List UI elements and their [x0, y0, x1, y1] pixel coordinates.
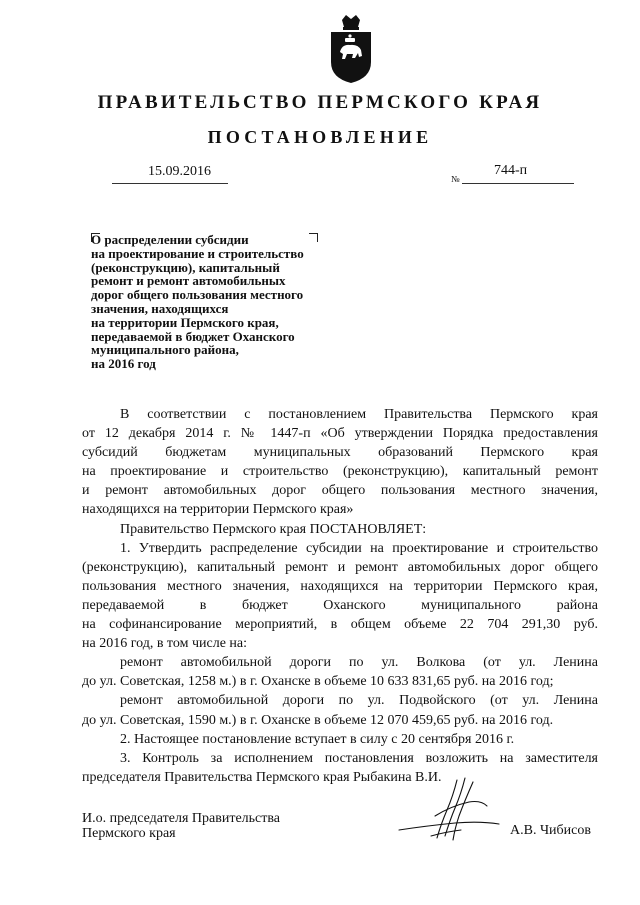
road-item-volkova	[82, 653, 598, 691]
document-subject	[91, 233, 361, 371]
subject-line: муниципального района,	[91, 342, 239, 358]
subject-line: на проектирование и строительство	[91, 245, 304, 261]
body-line: до ул. Советская, 1590 м.) в г. Оханске в объеме 12 070 459,65 руб. на 2016 год.	[82, 712, 554, 728]
coat-of-arms-icon	[328, 14, 374, 84]
subject-line: передаваемой в бюджет Оханского	[91, 328, 295, 344]
body-line: (реконструкцию), капитальный ремонт и ремонт автомобильных дорог общего	[82, 559, 598, 575]
body-line: передаваемой в бюджет Оханского муниципального района	[82, 597, 598, 613]
document-type-title: ПОСТАНОВЛЕНИЕ	[207, 127, 433, 147]
signatory-role	[82, 811, 280, 841]
body-line: председателя Правительства Пермского края Рыбакина В.И.	[82, 769, 442, 785]
item-1	[82, 539, 598, 654]
resolves-line: Правительство Пермского края ПОСТАНОВЛЯЕТ:	[120, 521, 427, 537]
body-line: субсидий бюджетам муниципальных образований Пермского края	[82, 445, 598, 461]
body-line: 1. Утвердить распределение субсидии на проектирование и строительство	[120, 540, 598, 556]
signatory-role-line: И.о. председателя Правительства	[82, 811, 281, 826]
preamble	[82, 405, 598, 520]
signatory-name: А.В. Чибисов	[510, 823, 591, 838]
date-underline	[112, 183, 228, 184]
body-line: 3. Контроль за исполнением постановления возложить на заместителя	[120, 750, 598, 766]
number-underline	[462, 183, 574, 184]
number-label: №	[451, 174, 460, 184]
signatory-role-line: Пермского края	[82, 826, 176, 841]
subject-line: на 2016 год	[91, 356, 156, 372]
subject-line: (реконструкцию), капитальный	[91, 259, 280, 275]
body-line: на софинансирование мероприятий, в общем объеме 22 704 291,30 руб.	[82, 617, 598, 633]
handwritten-signature	[395, 776, 505, 846]
body-line: на проектирование и строительство (реконструкцию), капитальный ремонт	[82, 464, 598, 480]
body-line: В соответствии с постановлением Правительства Пермского края	[120, 407, 598, 422]
item-2: 2. Настоящее постановление вступает в силу с 20 сентября 2016 г.	[120, 731, 515, 747]
subject-line: значения, находящихся	[91, 300, 229, 316]
body-line: от 12 декабря 2014 г. № 1447-п «Об утверждении Порядка предоставления	[82, 426, 598, 442]
road-item-podvoyskogo	[82, 691, 598, 729]
document-number: 744-п	[494, 163, 528, 178]
body-line: находящихся на территории Пермского края»	[82, 502, 354, 518]
body-line: ремонт автомобильной дороги по ул. Подвойского (от ул. Ленина	[120, 693, 598, 709]
document-date: 15.09.2016	[148, 164, 211, 179]
body-line: ремонт автомобильной дороги по ул. Волкова (от ул. Ленина	[120, 655, 598, 671]
body-line: и ремонт автомобильных дорог общего пользования местного значения,	[82, 483, 598, 499]
item-3	[82, 749, 598, 787]
subject-line: О распределении субсидии	[91, 232, 249, 247]
subject-line: на территории Пермского края,	[91, 314, 279, 330]
government-title: ПРАВИТЕЛЬСТВО ПЕРМСКОГО КРАЯ	[97, 92, 543, 113]
body-line: до ул. Советская, 1258 м.) в г. Оханске в объеме 10 633 831,65 руб. на 2016 год;	[82, 674, 554, 690]
subject-line: дорог общего пользования местного	[91, 287, 304, 303]
document-body	[82, 405, 598, 787]
body-line: пользования местного значения, находящихся на территории Пермского края,	[82, 578, 598, 594]
body-line: на 2016 год, в том числе на:	[82, 636, 247, 652]
subject-line: ремонт и ремонт автомобильных	[91, 273, 286, 289]
